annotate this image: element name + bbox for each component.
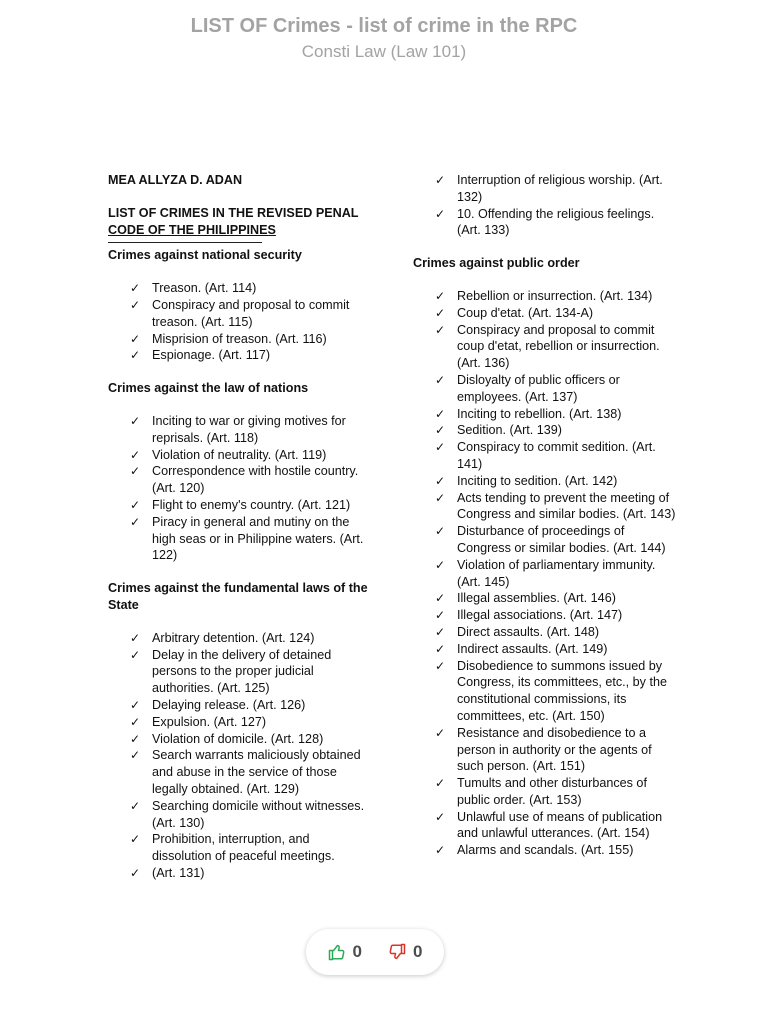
list-item: ✓ Conspiracy and proposal to commit treason. (Art. 115)	[130, 297, 350, 329]
check-icon: ✓	[435, 406, 446, 421]
check-icon: ✓	[435, 776, 446, 791]
check-icon: ✓	[435, 305, 446, 320]
document-heading	[108, 205, 370, 239]
list-item: ✓ Disturbance of proceedings of Congress or similar bodies. (Art. 144)	[435, 524, 666, 555]
list-item: ✓ Rebellion or insurrection. (Art. 134)	[435, 288, 653, 303]
check-icon: ✓	[435, 557, 446, 572]
upvote-count: 0	[352, 942, 362, 961]
check-icon: ✓	[435, 288, 446, 303]
section-heading: Crimes against the law of nations	[108, 381, 309, 396]
check-icon: ✓	[130, 514, 141, 529]
list-item: ✓ Conspiracy to commit sedition. (Art. 141)	[435, 440, 656, 471]
thumbs-up-icon	[328, 943, 346, 961]
check-icon: ✓	[435, 624, 446, 639]
check-icon: ✓	[130, 331, 141, 346]
list-item: ✓ Indirect assaults. (Art. 149)	[435, 641, 608, 656]
vote-bar	[306, 929, 444, 975]
list-item: ✓ Arbitrary detention. (Art. 124)	[130, 630, 315, 645]
check-icon: ✓	[130, 731, 141, 746]
check-icon: ✓	[435, 372, 446, 387]
list-item: ✓ Search warrants maliciously obtained and abuse in the service of those legally obtained. (Art. 129)	[130, 748, 361, 796]
check-icon: ✓	[130, 714, 141, 729]
section-heading: Crimes against the fundamental laws of the State	[108, 581, 368, 612]
list-item: ✓ Alarms and scandals. (Art. 155)	[435, 843, 634, 858]
page-title: LIST OF Crimes - list of crime in the RPC	[190, 15, 578, 37]
list-item: ✓ Violation of parliamentary immunity. (Art. 145)	[435, 557, 656, 589]
check-icon: ✓	[435, 473, 446, 488]
list-item: ✓ Coup d'etat. (Art. 134-A)	[435, 305, 594, 320]
list-item: ✓ Delay in the delivery of detained persons to the proper judicial authorities. (Art. 125)	[130, 647, 332, 696]
check-icon: ✓	[435, 641, 446, 656]
check-icon: ✓	[435, 206, 446, 221]
check-icon: ✓	[435, 658, 446, 673]
check-icon: ✓	[435, 608, 446, 623]
list-item: ✓ Violation of neutrality. (Art. 119)	[130, 447, 327, 462]
check-icon: ✓	[130, 297, 141, 312]
document-heading-line2: CODE OF THE PHILIPPINES	[108, 222, 276, 237]
course-subtitle: Consti Law (Law 101)	[301, 42, 467, 61]
list-item: ✓ (Art. 131)	[130, 865, 205, 880]
list-item: ✓ Delaying release. (Art. 126)	[130, 697, 306, 712]
crime-list	[108, 413, 370, 564]
list-item: ✓ Misprision of treason. (Art. 116)	[130, 331, 327, 346]
divider-line	[108, 242, 262, 243]
list-item: ✓ Inciting to war or giving motives for reprisals. (Art. 118)	[130, 413, 346, 445]
list-item: ✓ Resistance and disobedience to a person in authority or the agents of such person. (Art. 151)	[435, 725, 652, 774]
check-icon: ✓	[435, 524, 446, 539]
check-icon: ✓	[130, 447, 141, 462]
list-item: ✓ Violation of domicile. (Art. 128)	[130, 731, 324, 746]
list-item: ✓ Acts tending to prevent the meeting of Congress and similar bodies. (Art. 143)	[435, 490, 676, 522]
downvote-button[interactable]	[388, 942, 422, 962]
check-icon: ✓	[435, 843, 446, 858]
section-heading: Crimes against national security	[108, 248, 302, 263]
check-icon: ✓	[435, 440, 446, 455]
check-icon: ✓	[435, 809, 446, 824]
list-item: ✓ Tumults and other disturbances of public order. (Art. 153)	[435, 776, 647, 807]
check-icon: ✓	[130, 630, 141, 645]
crime-list	[413, 172, 681, 239]
check-icon: ✓	[130, 697, 141, 712]
list-item: ✓ Sedition. (Art. 139)	[435, 423, 562, 438]
author-name: MEA ALLYZA D. ADAN	[108, 173, 243, 187]
list-item: ✓ Disobedience to summons issued by Congress, its committees, etc., by the constitutional commissions, its committees, etc. (Art. 150)	[435, 658, 667, 723]
check-icon: ✓	[130, 865, 141, 880]
list-item: ✓ Treason. (Art. 114)	[130, 281, 257, 296]
list-item: ✓ Disloyalty of public officers or employees. (Art. 137)	[435, 372, 620, 404]
list-item: ✓ Piracy in general and mutiny on the high seas or in Philippine waters. (Art. 122)	[130, 514, 364, 563]
check-icon: ✓	[435, 173, 446, 187]
page-header	[0, 12, 768, 64]
downvote-count: 0	[413, 942, 423, 961]
check-icon: ✓	[435, 322, 446, 337]
list-item: ✓ Correspondence with hostile country. (Art. 120)	[130, 464, 359, 496]
list-item: ✓ Illegal associations. (Art. 147)	[435, 608, 623, 623]
list-item: ✓ Inciting to rebellion. (Art. 138)	[435, 406, 622, 421]
check-icon: ✓	[130, 281, 141, 296]
list-item: ✓ Flight to enemy's country. (Art. 121)	[130, 497, 351, 512]
list-item: ✓ Direct assaults. (Art. 148)	[435, 624, 600, 639]
list-item: ✓ Unlawful use of means of publication and unlawful utterances. (Art. 154)	[435, 809, 663, 841]
list-item: ✓ 10. Offending the religious feelings. (Art. 133)	[435, 206, 655, 238]
check-icon: ✓	[435, 423, 446, 438]
list-item: ✓ Espionage. (Art. 117)	[130, 348, 271, 363]
document-heading-line1: LIST OF CRIMES IN THE REVISED PENAL	[108, 205, 359, 220]
crime-list	[413, 288, 681, 859]
list-item: ✓ Inciting to sedition. (Art. 142)	[435, 473, 618, 488]
check-icon: ✓	[130, 832, 141, 847]
check-icon: ✓	[130, 647, 141, 662]
document-column-right	[413, 172, 681, 859]
upvote-button[interactable]	[328, 942, 362, 962]
check-icon: ✓	[130, 798, 141, 813]
list-item: ✓ Illegal assemblies. (Art. 146)	[435, 591, 616, 606]
check-icon: ✓	[130, 748, 141, 763]
check-icon: ✓	[435, 725, 446, 740]
document-column-left	[108, 172, 370, 882]
check-icon: ✓	[130, 464, 141, 479]
list-item: ✓ Interruption of religious worship. (Art. 132)	[435, 173, 663, 204]
thumbs-down-icon	[388, 943, 406, 961]
crime-list	[108, 280, 370, 364]
check-icon: ✓	[130, 413, 141, 428]
section-heading: Crimes against public order	[413, 256, 580, 271]
check-icon: ✓	[130, 497, 141, 512]
list-item: ✓ Expulsion. (Art. 127)	[130, 714, 267, 729]
check-icon: ✓	[130, 348, 141, 363]
list-item: ✓ Prohibition, interruption, and dissolution of peaceful meetings.	[130, 832, 335, 864]
crime-list	[108, 630, 370, 882]
check-icon: ✓	[435, 591, 446, 606]
list-item: ✓ Conspiracy and proposal to commit coup d'etat, rebellion or insurrection. (Art. 136)	[435, 322, 660, 371]
list-item: ✓ Searching domicile without witnesses. (Art. 130)	[130, 798, 365, 830]
check-icon: ✓	[435, 490, 446, 505]
